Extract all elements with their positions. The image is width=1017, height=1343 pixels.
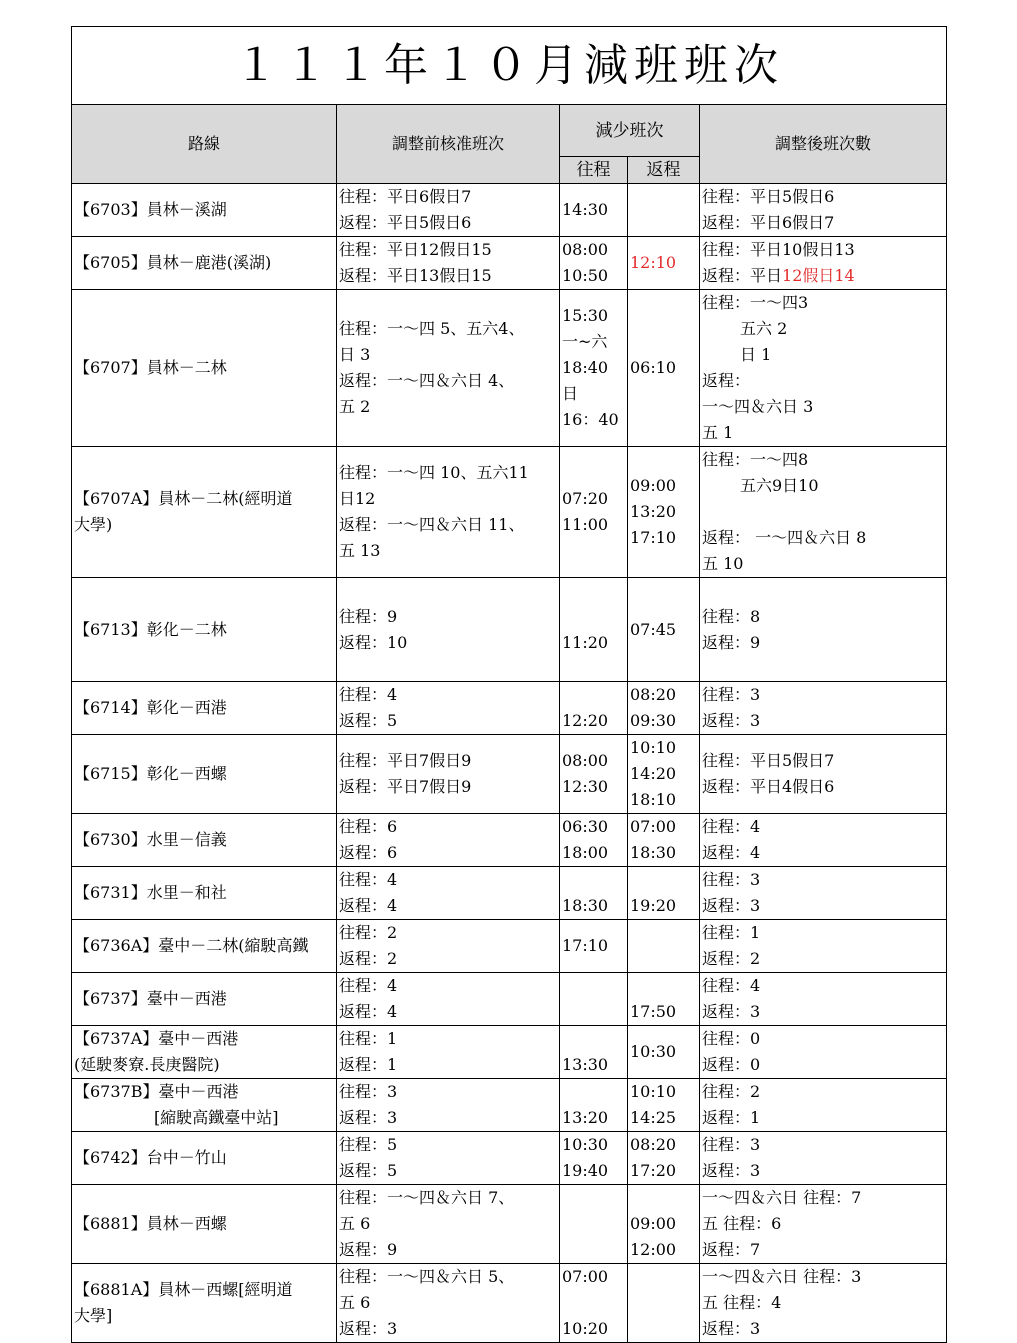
table-row bbox=[72, 867, 947, 920]
outbound-cell: 06:30 18:00 bbox=[560, 814, 628, 867]
inbound-cell: 12:10 bbox=[628, 237, 700, 290]
table-row bbox=[72, 184, 947, 237]
outbound-cell: 13:30 bbox=[560, 1026, 628, 1079]
route-cell: 【6881】員林－西螺 bbox=[72, 1185, 337, 1264]
table-row bbox=[72, 735, 947, 814]
after-cell: 往程：4 返程：4 bbox=[700, 814, 947, 867]
outbound-cell bbox=[560, 1185, 628, 1264]
table-row bbox=[72, 237, 947, 290]
route-cell: 【6736A】臺中－二林(縮駛高鐵 bbox=[72, 920, 337, 973]
header-route: 路線 bbox=[72, 105, 337, 184]
before-cell: 往程：一～四＆六日 7、 五 6 返程：9 bbox=[337, 1185, 560, 1264]
changed-value: 12假日14 bbox=[782, 266, 855, 285]
outbound-cell: 18:30 bbox=[560, 867, 628, 920]
outbound-cell: 08:00 10:50 bbox=[560, 237, 628, 290]
header-reduced: 減少班次 bbox=[560, 105, 700, 157]
after-cell: 一～四＆六日 往程：7 五 往程：6 返程：7 bbox=[700, 1185, 947, 1264]
route-cell: 【6705】員林－鹿港(溪湖) bbox=[72, 237, 337, 290]
inbound-cell: 09:00 13:20 17:10 bbox=[628, 447, 700, 578]
route-cell: 【6715】彰化－西螺 bbox=[72, 735, 337, 814]
before-cell: 往程：4 返程：4 bbox=[337, 973, 560, 1026]
route-cell: 【6714】彰化－西港 bbox=[72, 682, 337, 735]
before-cell: 往程：平日6假日7 返程：平日5假日6 bbox=[337, 184, 560, 237]
before-cell: 往程：一～四 5、五六4、 日 3 返程：一～四＆六日 4、 五 2 bbox=[337, 290, 560, 447]
table-row bbox=[72, 290, 947, 447]
inbound-cell bbox=[628, 920, 700, 973]
outbound-cell: 12:20 bbox=[560, 682, 628, 735]
page-title: １１１年１０月減班班次 bbox=[72, 27, 947, 105]
inbound-cell: 07:00 18:30 bbox=[628, 814, 700, 867]
inbound-cell: 09:00 12:00 bbox=[628, 1185, 700, 1264]
outbound-cell: 15:30 一~六 18:40 日 16：40 bbox=[560, 290, 628, 447]
before-cell: 往程：2 返程：2 bbox=[337, 920, 560, 973]
table-row bbox=[72, 1026, 947, 1079]
outbound-cell: 11:20 bbox=[560, 578, 628, 682]
route-cell: 【6707A】員林－二林(經明道 大學) bbox=[72, 447, 337, 578]
before-cell: 往程：一～四＆六日 5、 五 6 返程：3 bbox=[337, 1264, 560, 1343]
table-row bbox=[72, 1132, 947, 1185]
before-cell: 往程：9 返程：10 bbox=[337, 578, 560, 682]
outbound-cell: 13:20 bbox=[560, 1079, 628, 1132]
inbound-cell: 06:10 bbox=[628, 290, 700, 447]
before-cell: 往程：6 返程：6 bbox=[337, 814, 560, 867]
before-cell: 往程：一～四 10、五六11 日12 返程：一～四＆六日 11、 五 13 bbox=[337, 447, 560, 578]
before-cell: 往程：5 返程：5 bbox=[337, 1132, 560, 1185]
outbound-cell: 14:30 bbox=[560, 184, 628, 237]
table-row bbox=[72, 578, 947, 682]
table-row bbox=[72, 1264, 947, 1343]
before-cell: 往程：3 返程：3 bbox=[337, 1079, 560, 1132]
inbound-cell bbox=[628, 1264, 700, 1343]
after-cell: 往程：平日10假日13 返程：平日12假日14 bbox=[700, 237, 947, 290]
table-row bbox=[72, 920, 947, 973]
outbound-cell bbox=[560, 973, 628, 1026]
inbound-cell: 08:20 17:20 bbox=[628, 1132, 700, 1185]
table-row bbox=[72, 1079, 947, 1132]
after-cell: 往程：3 返程：3 bbox=[700, 682, 947, 735]
outbound-cell: 08:00 12:30 bbox=[560, 735, 628, 814]
before-cell: 往程：平日7假日9 返程：平日7假日9 bbox=[337, 735, 560, 814]
table-row bbox=[72, 682, 947, 735]
before-cell: 往程：1 返程：1 bbox=[337, 1026, 560, 1079]
after-cell: 往程：2 返程：1 bbox=[700, 1079, 947, 1132]
inbound-cell: 17:50 bbox=[628, 973, 700, 1026]
header-before: 調整前核准班次 bbox=[337, 105, 560, 184]
before-cell: 往程：4 返程：4 bbox=[337, 867, 560, 920]
route-cell: 【6707】員林－二林 bbox=[72, 290, 337, 447]
outbound-cell: 07:00 10:20 bbox=[560, 1264, 628, 1343]
route-cell: 【6881A】員林－西螺[經明道 大學] bbox=[72, 1264, 337, 1343]
route-cell: 【6737B】臺中－西港 [縮駛高鐵臺中站] bbox=[72, 1079, 337, 1132]
route-cell: 【6713】彰化－二林 bbox=[72, 578, 337, 682]
table-row bbox=[72, 447, 947, 578]
header-outbound: 往程 bbox=[560, 157, 628, 184]
outbound-cell: 10:30 19:40 bbox=[560, 1132, 628, 1185]
inbound-cell: 08:20 09:30 bbox=[628, 682, 700, 735]
inbound-cell bbox=[628, 184, 700, 237]
before-cell: 往程：平日12假日15 返程：平日13假日15 bbox=[337, 237, 560, 290]
route-cell: 【6742】台中－竹山 bbox=[72, 1132, 337, 1185]
outbound-cell: 17:10 bbox=[560, 920, 628, 973]
after-cell: 往程：3 返程：3 bbox=[700, 867, 947, 920]
after-cell: 往程：4 返程：3 bbox=[700, 973, 947, 1026]
inbound-cell: 10:30 bbox=[628, 1026, 700, 1079]
after-cell: 往程：平日5假日6 返程：平日6假日7 bbox=[700, 184, 947, 237]
inbound-cell: 10:10 14:20 18:10 bbox=[628, 735, 700, 814]
route-cell: 【6703】員林－溪湖 bbox=[72, 184, 337, 237]
inbound-cell: 07:45 bbox=[628, 578, 700, 682]
before-cell: 往程：4 返程：5 bbox=[337, 682, 560, 735]
after-cell: 往程：一～四3 五六 2 日 1 返程： 一～四＆六日 3 五 1 bbox=[700, 290, 947, 447]
route-cell: 【6737】臺中－西港 bbox=[72, 973, 337, 1026]
after-cell: 往程：3 返程：3 bbox=[700, 1132, 947, 1185]
after-cell: 往程：1 返程：2 bbox=[700, 920, 947, 973]
header-inbound: 返程 bbox=[628, 157, 700, 184]
table-row bbox=[72, 1185, 947, 1264]
after-cell: 一～四＆六日 往程：3 五 往程：4 返程：3 bbox=[700, 1264, 947, 1343]
after-cell: 往程：一～四8 五六9日10 返程： 一～四＆六日 8 五 10 bbox=[700, 447, 947, 578]
inbound-cell: 19:20 bbox=[628, 867, 700, 920]
after-cell: 往程：0 返程：0 bbox=[700, 1026, 947, 1079]
route-cell: 【6737A】臺中－西港 (延駛麥寮.長庚醫院) bbox=[72, 1026, 337, 1079]
route-cell: 【6730】水里－信義 bbox=[72, 814, 337, 867]
after-cell: 往程：平日5假日7 返程：平日4假日6 bbox=[700, 735, 947, 814]
table-row bbox=[72, 973, 947, 1026]
after-cell: 往程：8 返程：9 bbox=[700, 578, 947, 682]
schedule-table bbox=[71, 26, 947, 1343]
table-row bbox=[72, 814, 947, 867]
inbound-cell: 10:10 14:25 bbox=[628, 1079, 700, 1132]
header-after: 調整後班次數 bbox=[700, 105, 947, 184]
outbound-cell: 07:20 11:00 bbox=[560, 447, 628, 578]
route-cell: 【6731】水里－和社 bbox=[72, 867, 337, 920]
